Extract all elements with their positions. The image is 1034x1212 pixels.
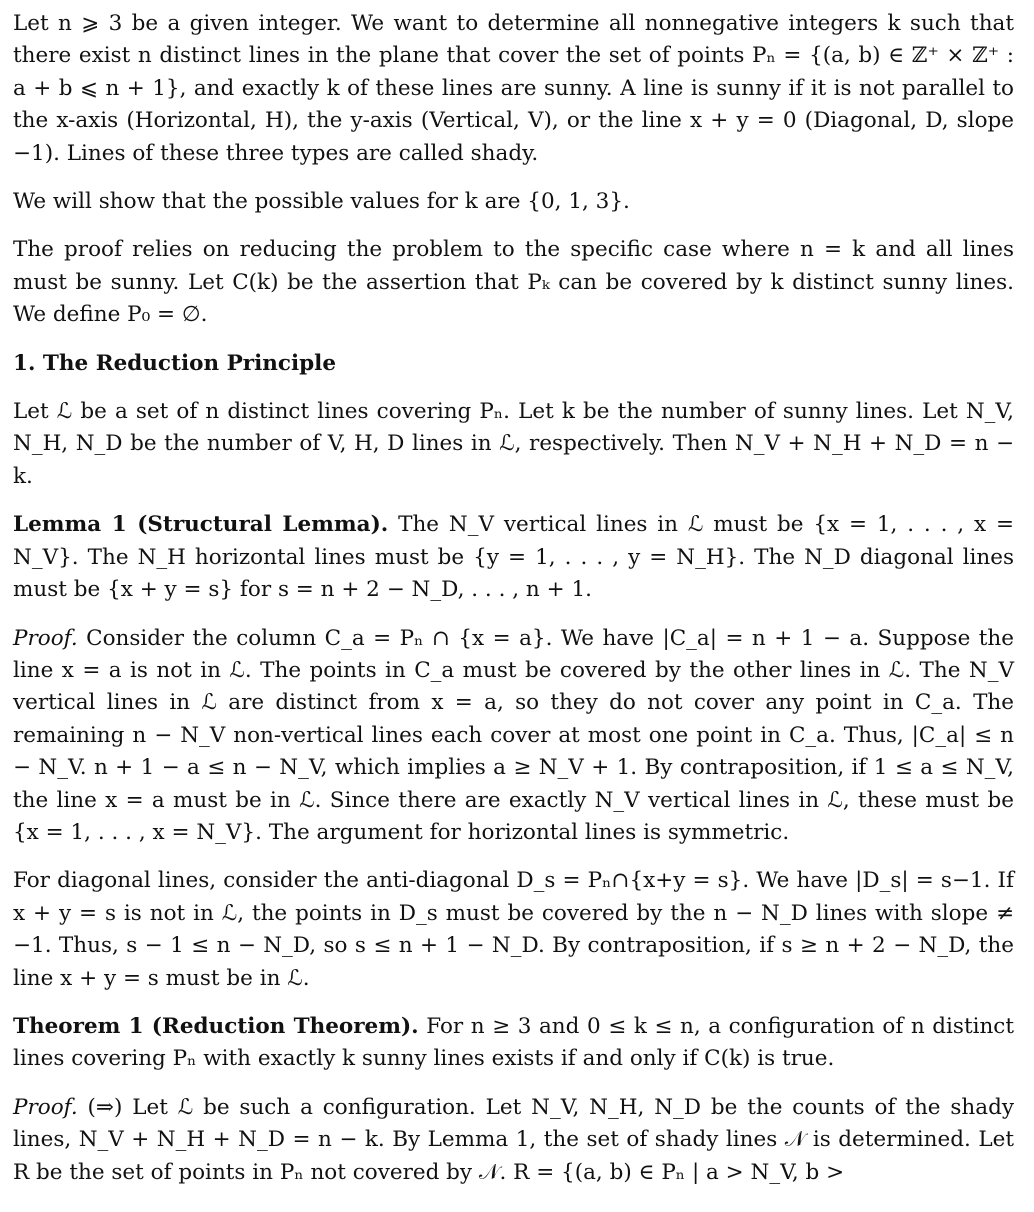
lemma-1-title: Lemma 1 (Structural Lemma).: [13, 512, 389, 538]
answer-paragraph: We will show that the possible values for k are {0, 1, 3}.: [13, 189, 630, 215]
theorem-1-proof-paragraph: [13, 1092, 1014, 1189]
document-page: [13, 8, 1014, 1205]
theorem-1-proof-body: (⇒) Let ℒ be such a configuration. Let N_V, N_H, N_D be the counts of the shady lines, N_V + N_H + N_D = n − k. By Lemma 1, the set of shady lines 𝒩 is determined. Let R be the set of points in Pₙ not covered by 𝒩. R = {(a, b) ∈ Pₙ | a > N_V, b >: [13, 1094, 1014, 1185]
diagonal-lines-paragraph: For diagonal lines, consider the anti-diagonal D_s = Pₙ∩{x+y = s}. We have |D_s| = s−1. If x + y = s is not in ℒ, the points in D_s must be covered by the n − N_D lines with slope ≠ −1. Thus, s − 1 ≤ n − N_D, so s ≤ n + 1 − N_D. By contraposition, if s ≥ n + 2 − N_D, the line x + y = s must be in ℒ.: [13, 868, 1014, 991]
theorem-1-body: For n ≥ 3 and 0 ≤ k ≤ n, a configuration of n distinct lines covering Pₙ with exactly k sunny lines exists if and only if C(k) is true.: [13, 1013, 1014, 1072]
problem-statement-paragraph: Let n ⩾ 3 be a given integer. We want to determine all nonnegative integers k such that there exist n distinct lines in the plane that cover the set of points Pₙ = {(a, b) ∈ ℤ⁺ × ℤ⁺ : a + b ⩽ n + 1}, and exactly k of these lines are sunny. A line is sunny if it is not parallel to the x-axis (Horizontal, H), the y-axis (Vertical, V), or the line x + y = 0 (Diagonal, D, slope −1). Lines of these three types are called shady.: [13, 11, 1014, 166]
section-heading: 1. The Reduction Principle: [13, 350, 337, 376]
lemma-1-body: The N_V vertical lines in ℒ must be {x = 1, . . . , x = N_V}. The N_H horizontal lines must be {y = 1, . . . , y = N_H}. The N_D diagonal lines must be {x + y = s} for s = n + 2 − N_D, . . . , n + 1.: [13, 512, 1014, 603]
theorem-1-title: Theorem 1 (Reduction Theorem).: [13, 1013, 419, 1039]
proof-label: Proof.: [13, 625, 78, 651]
reduction-overview-paragraph: The proof relies on reducing the problem to the specific case where n = k and all lines must be sunny. Let C(k) be the assertion that Pₖ can be covered by k distinct sunny lines. We define P₀ = ∅.: [13, 237, 1014, 328]
setup-paragraph: Let ℒ be a set of n distinct lines covering Pₙ. Let k be the number of sunny lines. Let N_V, N_H, N_D be the number of V, H, D lines in ℒ, respectively. Then N_V + N_H + N_D = n − k.: [13, 399, 1014, 489]
lemma-1-proof-body: Consider the column C_a = Pₙ ∩ {x = a}. We have |C_a| = n + 1 − a. Suppose the line x = a is not in ℒ. The points in C_a must be covered by the other lines in ℒ. The N_V vertical lines in ℒ are distinct from x = a, so they do not cover any point in C_a. The remaining n − N_V non-vertical lines each cover at most one point in C_a. Thus, |C_a| ≤ n − N_V. n + 1 − a ≤ n − N_V, which implies a ≥ N_V + 1. By contraposition, if 1 ≤ a ≤ N_V, the line x = a must be in ℒ. Since there are exactly N_V vertical lines in ℒ, these must be {x = 1, . . . , x = N_V}. The argument for horizontal lines is symmetric.: [13, 625, 1014, 845]
theorem-1-paragraph: [13, 1011, 1014, 1076]
proof-label: Proof.: [13, 1094, 78, 1120]
lemma-1-paragraph: [13, 509, 1014, 606]
lemma-1-proof-paragraph: [13, 623, 1014, 850]
